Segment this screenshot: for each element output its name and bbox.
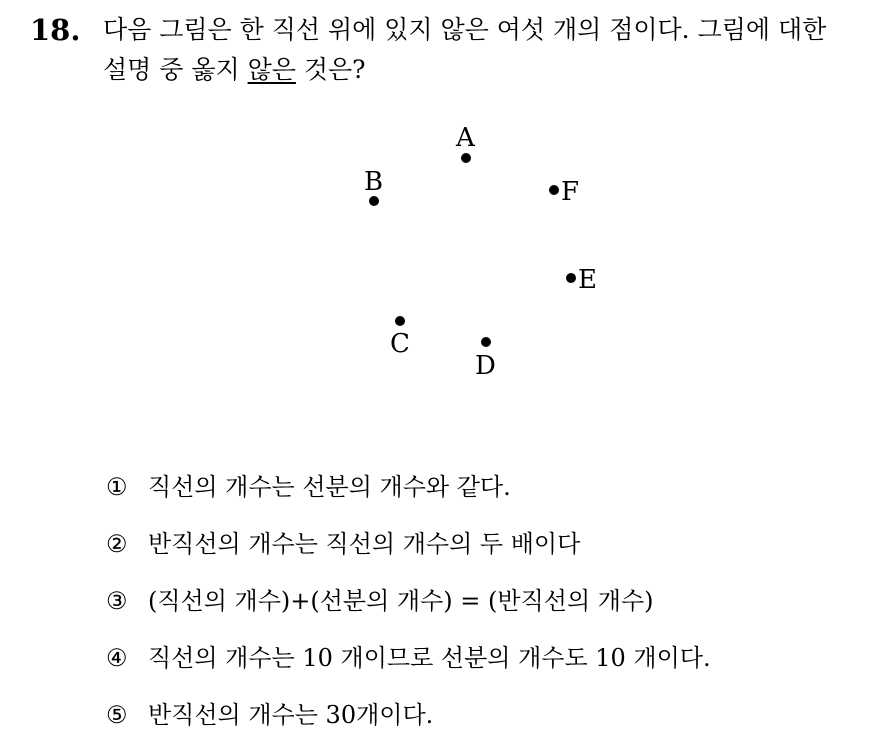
choice-3[interactable] <box>106 580 866 637</box>
point-b-label: B <box>364 167 384 197</box>
choice-2[interactable] <box>106 523 866 580</box>
choice-1[interactable] <box>106 466 866 523</box>
point-d-label: D <box>475 351 496 381</box>
choice-4[interactable] <box>106 637 866 694</box>
choice-5-text: 반직선의 개수는 30개이다. <box>148 701 434 729</box>
point-e-label: E <box>578 265 597 295</box>
question-number: 18. <box>30 13 81 47</box>
question-line-2-prefix: 설명 중 옳지 <box>103 55 248 84</box>
choice-5-number: ⑤ <box>106 701 128 729</box>
choice-2-text: 반직선의 개수는 직선의 개수의 두 배이다 <box>148 530 581 558</box>
choice-4-number: ④ <box>106 644 128 672</box>
point-d-dot <box>481 337 491 347</box>
question-line-2-suffix: 것은? <box>295 55 366 84</box>
choice-5[interactable] <box>106 694 866 751</box>
answer-choices <box>106 466 866 751</box>
choice-1-text: 직선의 개수는 선분의 개수와 같다. <box>148 473 511 501</box>
choice-2-number: ② <box>106 530 128 558</box>
choice-3-number: ③ <box>106 587 128 615</box>
question-emphasis-not: 않은 <box>247 55 296 84</box>
choice-3-text: (직선의 개수)+(선분의 개수) = (반직선의 개수) <box>148 587 654 615</box>
point-a-dot <box>461 153 471 163</box>
point-f-label: F <box>561 177 580 207</box>
question-line-1: 다음 그림은 한 직선 위에 있지 않은 여섯 개의 점이다. 그림에 대한 <box>103 15 827 44</box>
point-c-label: C <box>390 329 410 359</box>
point-b-dot <box>369 196 379 206</box>
point-c-dot <box>395 316 405 326</box>
point-a-label: A <box>456 123 475 153</box>
choice-4-text: 직선의 개수는 10 개이므로 선분의 개수도 10 개이다. <box>148 644 711 672</box>
choice-1-number: ① <box>106 473 128 501</box>
point-f-dot <box>549 185 559 195</box>
point-e-dot <box>566 273 576 283</box>
